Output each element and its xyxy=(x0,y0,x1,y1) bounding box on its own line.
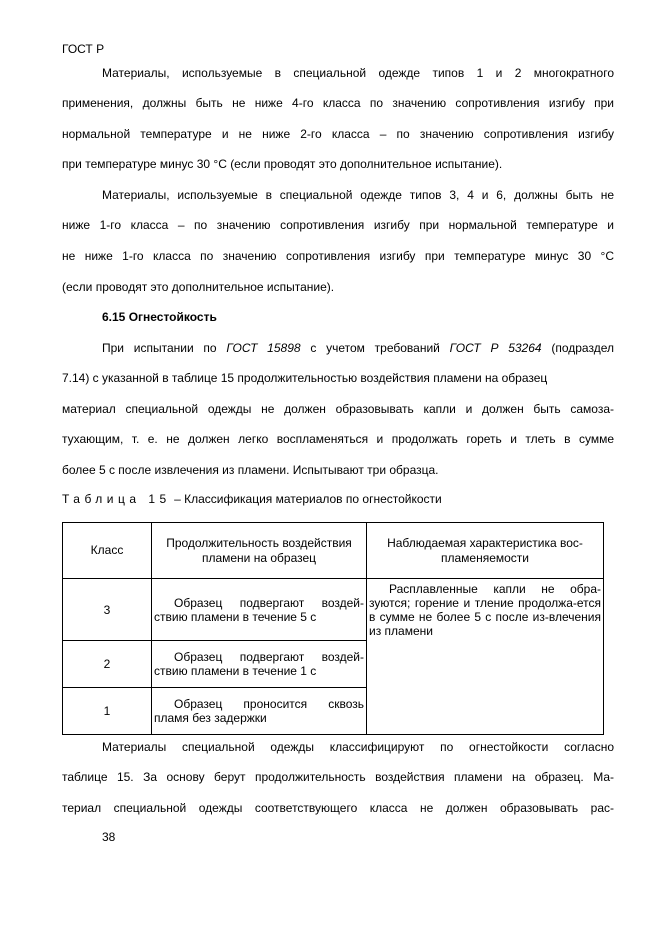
duration-cell: Образец проносится сквозь пламя без задержки xyxy=(152,688,367,735)
table-header-row xyxy=(63,523,604,579)
para1-line2: применения, должны быть не ниже 4-го класса по значению сопротивления изгибу при xyxy=(62,96,614,110)
para3-line2: 7.14) с указанной в таблице 15 продолжительностью воздействия пламени на образец xyxy=(62,371,548,385)
section-title: 6.15 Огнестойкость xyxy=(102,310,217,324)
header-duration: Продолжительность воздействия пламени на образец xyxy=(152,523,367,579)
observation-cell: Расплавленные капли не обра-зуются; горение и тление продолжа-ется в сумме не более 5 с после из-влечения из пламени xyxy=(367,579,604,735)
para3-text-c: с учетом требований xyxy=(300,341,450,355)
page-number: 38 xyxy=(102,830,116,844)
para3-line4: тухающим, т. е. не должен легко воспламеняться и продолжать гореть и тлеть в сумме xyxy=(62,432,614,446)
para3-line1 xyxy=(102,341,614,355)
class-cell: 1 xyxy=(63,688,152,735)
para4-line2: таблице 15. За основу берут продолжительность воздействия пламени на образец. Ма- xyxy=(62,770,614,784)
gost-15898-ref: ГОСТ 15898 xyxy=(226,341,301,355)
para4-line3: териал специальной одежды соответствующего класса не должен образовывать рас- xyxy=(62,801,614,815)
para3-line5: более 5 с после извлечения из пламени. Испытывают три образца. xyxy=(62,463,439,477)
para2-line2: ниже 1-го класса – по значению сопротивления изгибу при нормальной температуре и xyxy=(62,218,614,232)
header-observation: Наблюдаемая характеристика вос-пламеняемости xyxy=(367,523,604,579)
class-cell: 3 xyxy=(63,579,152,641)
gost-r-53264-ref: ГОСТ Р 53264 xyxy=(449,341,542,355)
para3-line3: материал специальной одежды не должен образовывать капли и должен быть самоза- xyxy=(62,402,614,416)
table-row xyxy=(63,579,604,641)
document-header: ГОСТ Р xyxy=(62,42,105,56)
para2-line1: Материалы, используемые в специальной одежде типов 3, 4 и 6, должны быть не xyxy=(102,188,614,202)
table-caption-text: – Классификация материалов по огнестойкости xyxy=(170,492,442,506)
para1-line4: при температуре минус 30 °С (если проводят это дополнительное испытание). xyxy=(62,157,503,171)
table-caption xyxy=(62,492,442,506)
para2-line4: (если проводят это дополнительное испытание). xyxy=(62,280,335,294)
para3-text-e: (подраздел xyxy=(541,341,614,355)
fire-resistance-table xyxy=(62,522,604,735)
header-class: Класс xyxy=(63,523,152,579)
duration-cell: Образец подвергают воздей-ствию пламени в течение 5 с xyxy=(152,579,367,641)
class-cell: 2 xyxy=(63,641,152,688)
para2-line3: не ниже 1-го класса по значению сопротивления изгибу при температуре минус 30 °С xyxy=(62,249,614,263)
duration-cell: Образец подвергают воздей-ствию пламени в течение 1 с xyxy=(152,641,367,688)
table-caption-prefix: Таблица 15 xyxy=(62,492,171,506)
para3-text-a: При испытании по xyxy=(102,341,227,355)
para1-line3: нормальной температуре и не ниже 2-го класса – по значению сопротивления изгибу xyxy=(62,127,614,141)
para4-line1: Материалы специальной одежды классифицируют по огнестойкости согласно xyxy=(102,740,614,754)
para1-line1: Материалы, используемые в специальной одежде типов 1 и 2 многократного xyxy=(102,66,614,80)
